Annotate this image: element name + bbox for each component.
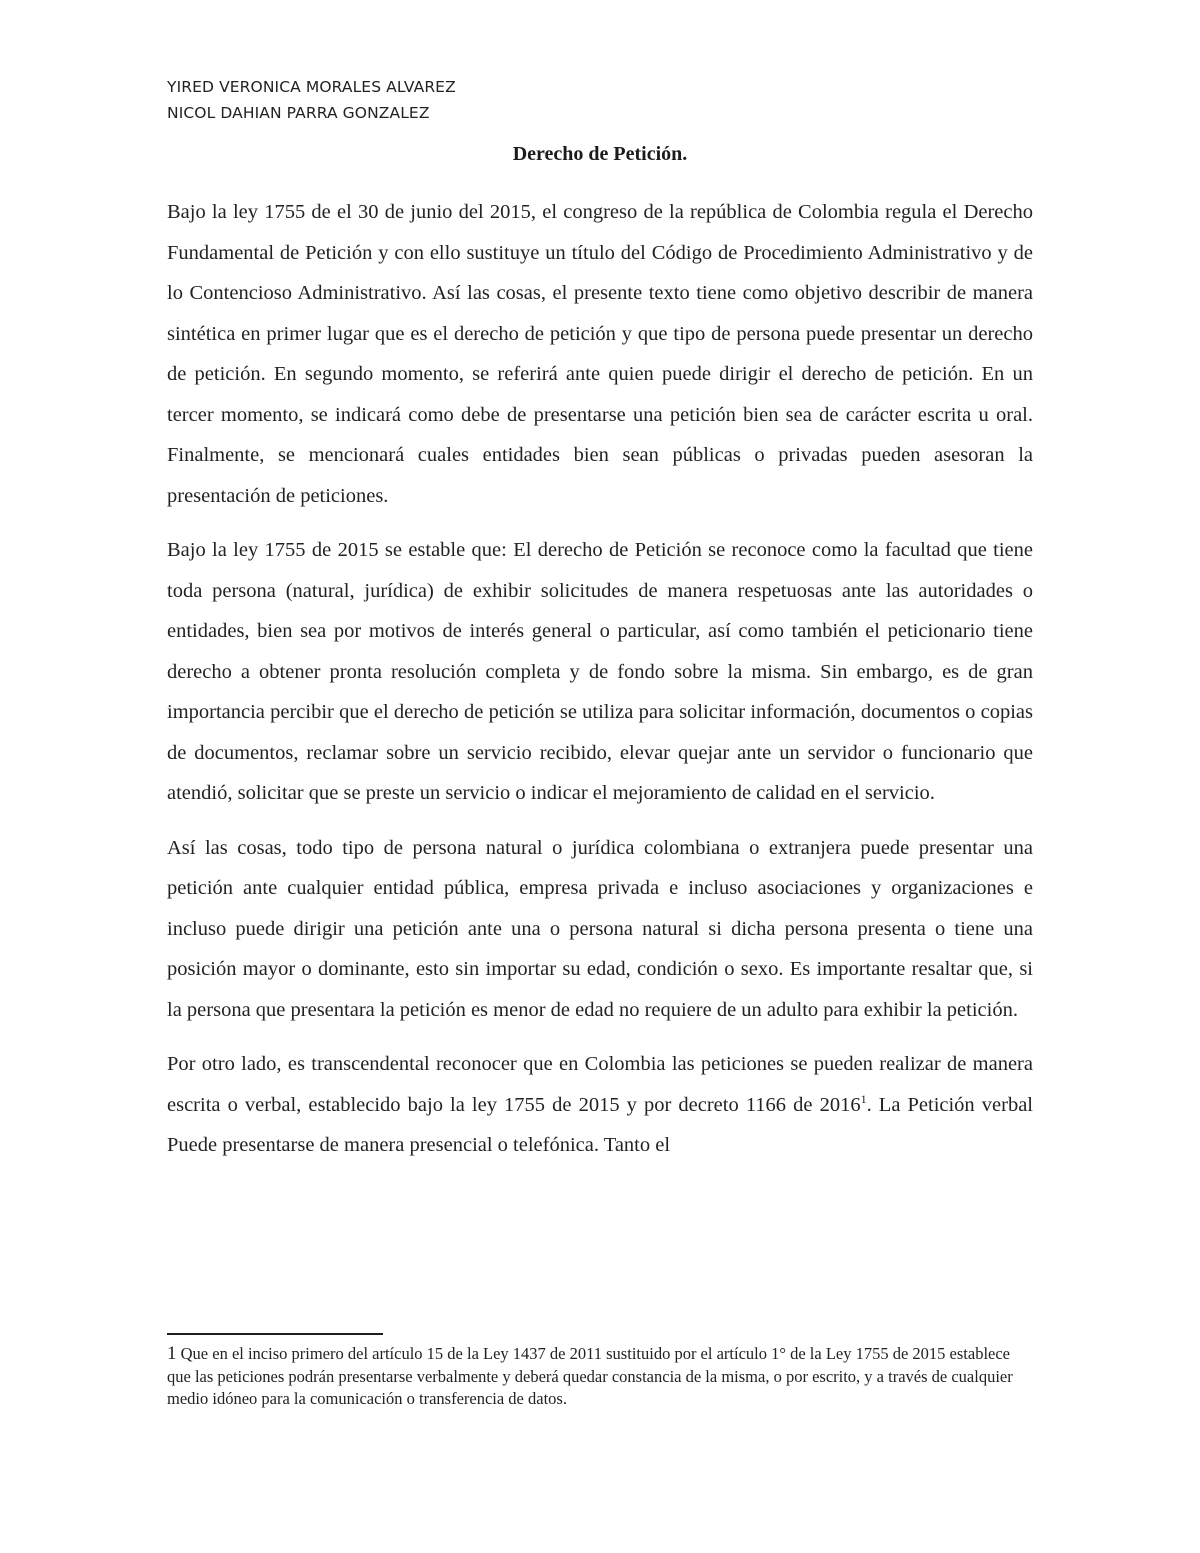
body-paragraph: Bajo la ley 1755 de 2015 se estable que: El derecho de Petición se reconoce como la facultad que tiene toda persona (natural, jurídica) de exhibir solicitudes de manera respetuosas ante las autoridades o entidades, bien sea por motivos de interés general o particular, así como también el peticionario tiene derecho a obtener pronta resolución completa y de fondo sobre la misma. Sin embargo, es de gran importancia percibir que el derecho de petición se utiliza para solicitar información, documentos o copias de documentos, reclamar sobre un servicio recibido, elevar quejar ante un servidor o funcionario que atendió, solicitar que se preste un servicio o indicar el mejoramiento de calidad en el servicio.	[167, 539, 1033, 804]
footnote-number: 1	[167, 1343, 177, 1364]
footnote-text: Que en el inciso primero del artículo 15 de la Ley 1437 de 2011 sustituido por el artículo 1° de la Ley 1755 de 2015 establece que las peticiones podrán presentarse verbalmente y deberá quedar constancia de la misma, o por escrito, y a través de cualquier medio idóneo para la comunicación o transferencia de datos.	[167, 1344, 1013, 1408]
footnote-reference: 1	[860, 1091, 867, 1106]
footnote-separator	[167, 1333, 383, 1335]
footnote	[167, 1343, 1033, 1411]
author-list	[167, 74, 456, 126]
author-name: NICOL DAHIAN PARRA GONZALEZ	[167, 104, 430, 122]
author-name: YIRED VERONICA MORALES ALVAREZ	[167, 78, 456, 96]
body-paragraph	[167, 1044, 1033, 1166]
document-title: Derecho de Petición.	[512, 143, 688, 165]
body-paragraph: Así las cosas, todo tipo de persona natural o jurídica colombiana o extranjera puede presentar una petición ante cualquier entidad pública, empresa privada e incluso asociaciones y organizaciones e incluso puede dirigir una petición ante una o persona natural si dicha persona presenta o tiene una posición mayor o dominante, esto sin importar su edad, condición o sexo. Es importante resaltar que, si la persona que presentara la petición es menor de edad no requiere de un adulto para exhibir la petición.	[167, 836, 1033, 1021]
document-body	[167, 192, 1033, 1180]
body-paragraph: Bajo la ley 1755 de el 30 de junio del 2015, el congreso de la república de Colombia regula el Derecho Fundamental de Petición y con ello sustituye un título del Código de Procedimiento Administrativo y de lo Contencioso Administrativo. Así las cosas, el presente texto tiene como objetivo describir de manera sintética en primer lugar que es el derecho de petición y que tipo de persona puede presentar un derecho de petición. En segundo momento, se referirá ante quien puede dirigir el derecho de petición. En un tercer momento, se indicará como debe de presentarse una petición bien sea de carácter escrita u oral. Finalmente, se mencionará cuales entidades bien sean públicas o privadas pueden asesoran la presentación de peticiones.	[167, 201, 1033, 507]
paragraph-text: . La Petición verbal Puede presentarse de manera presencial o telefónica. Tanto el	[167, 1093, 1033, 1156]
paragraph-text: Por otro lado, es transcendental reconocer que en Colombia las peticiones se pueden realizar de manera escrita o verbal, establecido bajo la ley 1755 de 2015 y por decreto 1166 de 2016	[167, 1053, 1033, 1116]
